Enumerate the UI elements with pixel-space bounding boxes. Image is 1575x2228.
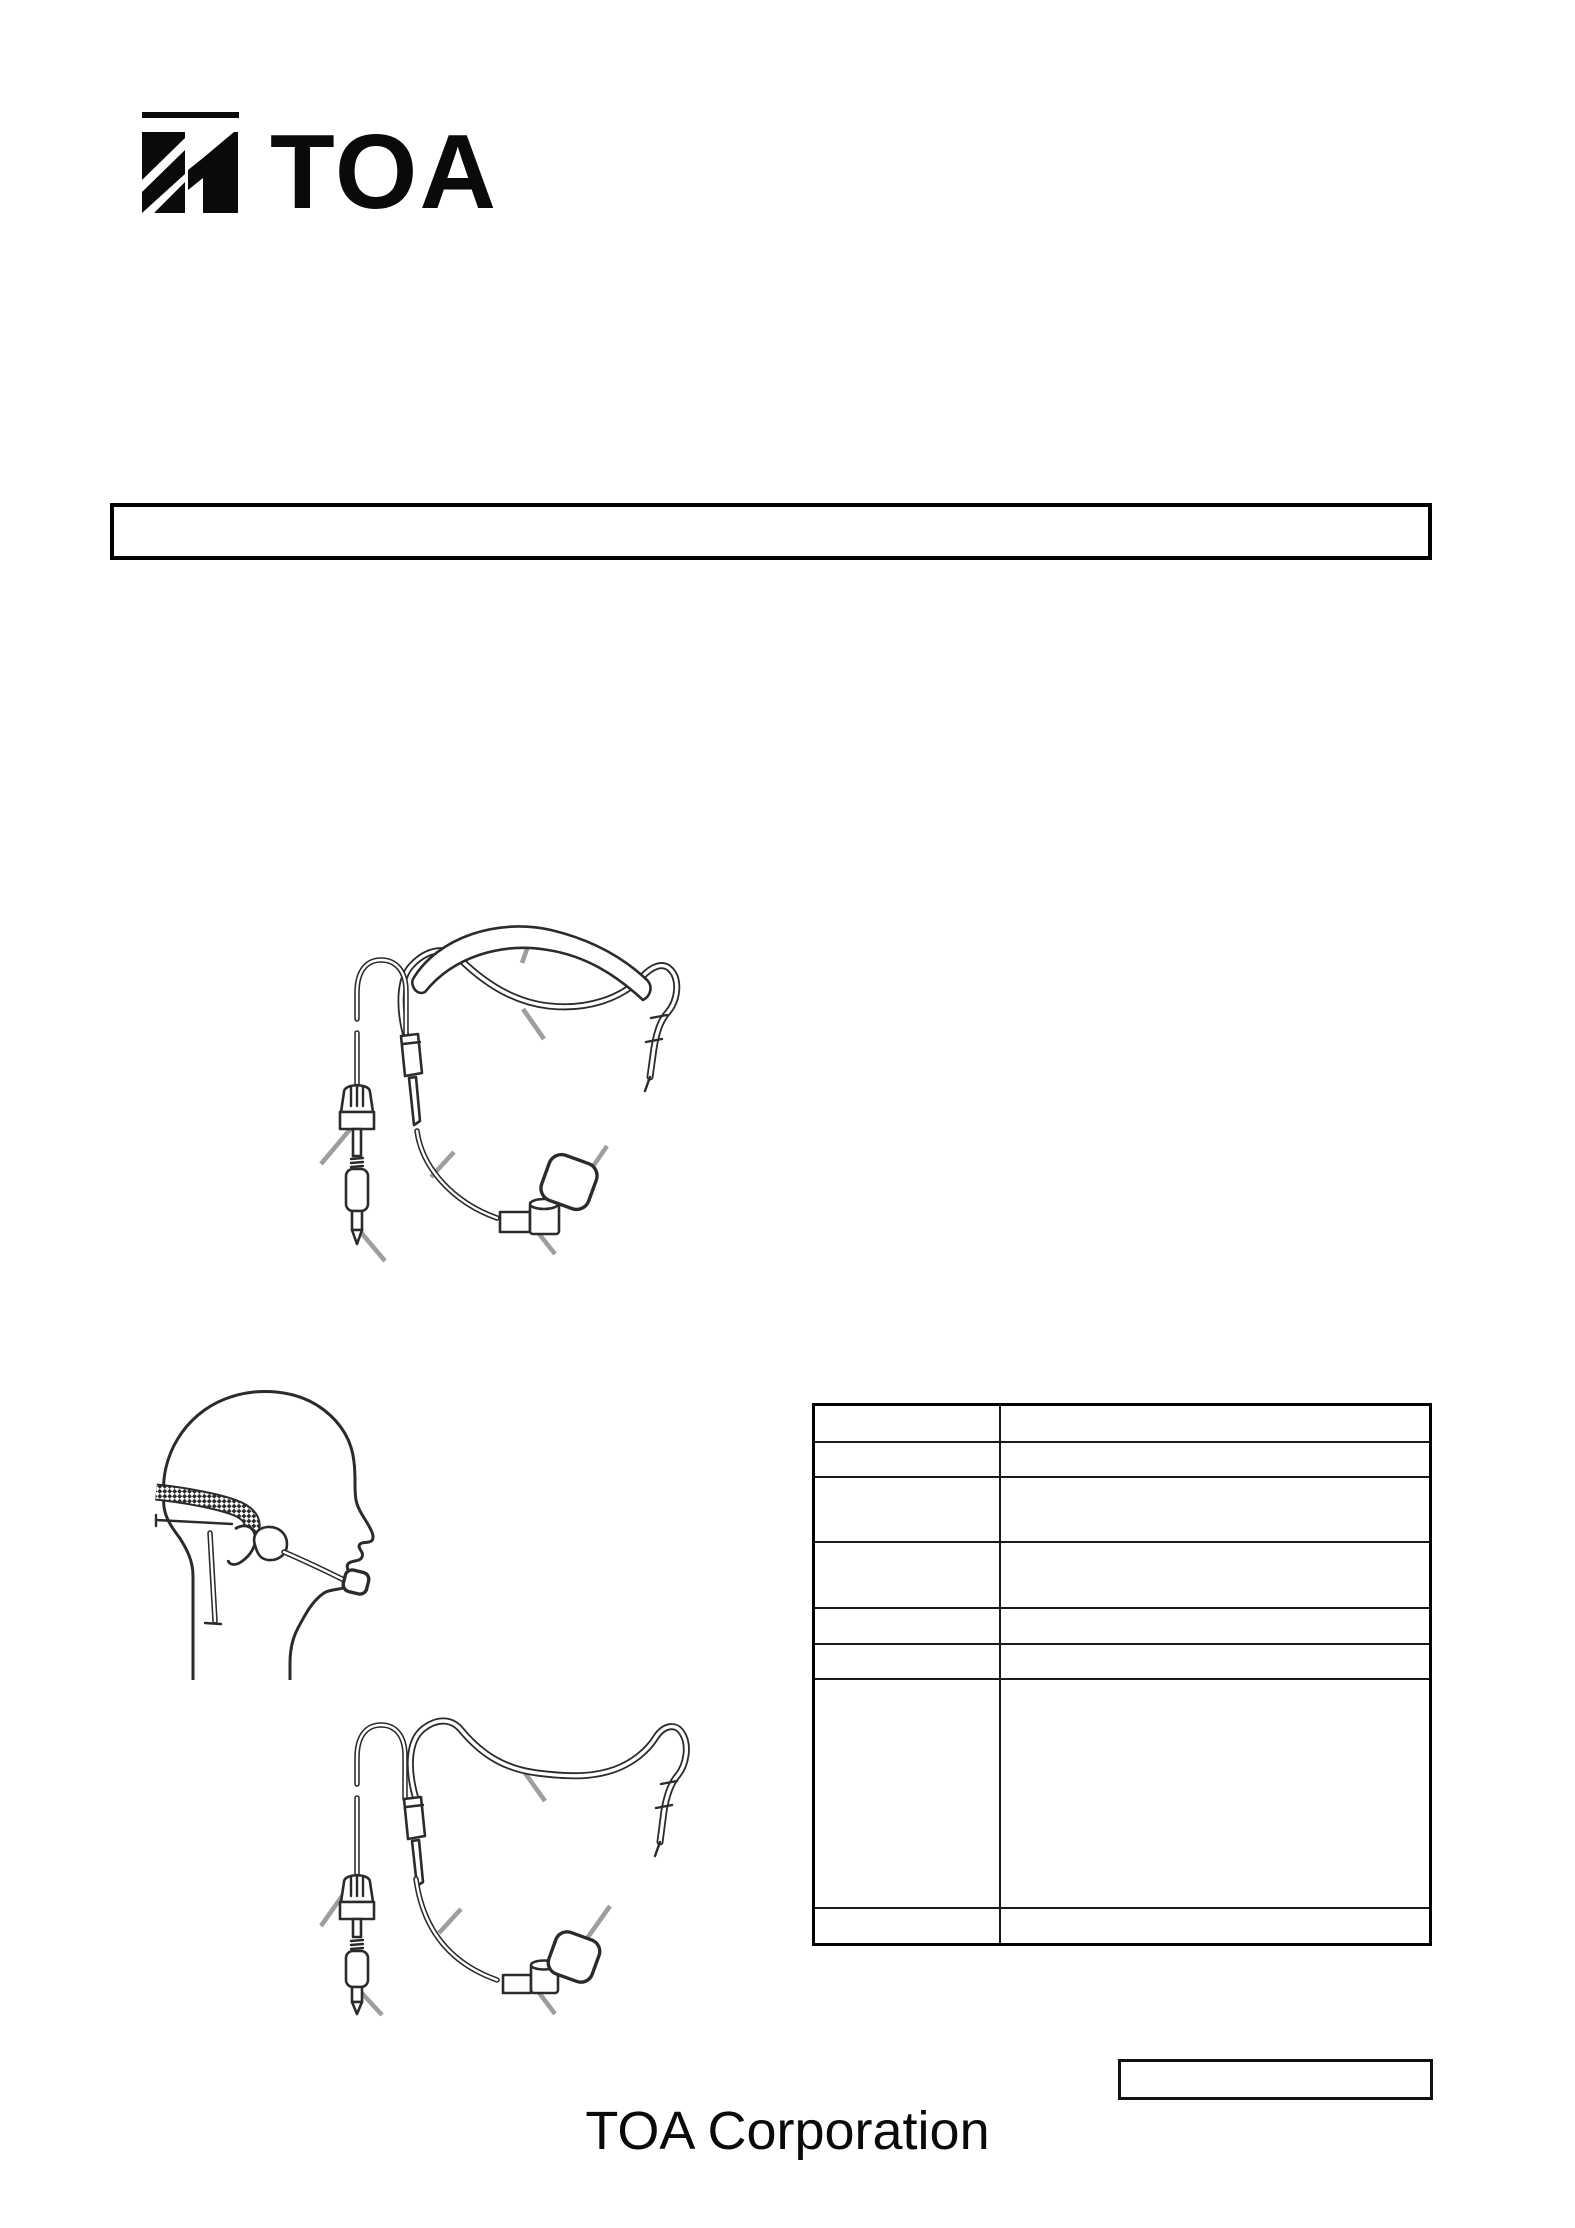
toa-emblem-icon (142, 112, 239, 215)
callout-line-neckband (525, 1773, 545, 1801)
hanging-cable (205, 1533, 221, 1624)
table-row (814, 1644, 1431, 1679)
table-row (814, 1542, 1431, 1608)
callout-line-mic-boom (439, 1909, 461, 1933)
mic-boom (284, 1552, 346, 1581)
table-row (814, 1405, 1431, 1442)
spec-label-cell (814, 1477, 1001, 1542)
table-row (814, 1477, 1431, 1542)
spec-label-cell (814, 1679, 1001, 1908)
toa-logo-wordmark (268, 116, 508, 226)
table-row (814, 1908, 1431, 1945)
spec-value-cell (1000, 1644, 1431, 1679)
wearing-illustration (140, 1380, 400, 1680)
company-name: TOA Corporation (585, 2101, 990, 2161)
spec-label-cell (814, 1608, 1001, 1644)
table-row (814, 1679, 1431, 1908)
cable-lock-connector (340, 1875, 374, 1919)
spec-label-cell (814, 1644, 1001, 1679)
mic-boom (416, 1879, 497, 1980)
reference-number-box (1118, 2059, 1433, 2100)
cable-lock-connector (340, 1085, 374, 1129)
spec-label-cell (814, 1405, 1001, 1442)
spec-value-cell (1000, 1608, 1431, 1644)
model-title-box (110, 503, 1432, 560)
spec-value-cell (1000, 1908, 1431, 1945)
neckband (410, 1721, 686, 1856)
mini-plug (346, 1919, 368, 2014)
spec-label-cell (814, 1908, 1001, 1945)
callout-line-plug (359, 1230, 385, 1261)
mini-plug (346, 1129, 368, 1244)
boom-holder (401, 1034, 422, 1125)
headset-cable (357, 1725, 405, 1878)
mic-capsule (254, 1527, 287, 1560)
headset-cable (357, 960, 406, 1087)
spec-value-cell (1000, 1442, 1431, 1477)
spec-label-cell (814, 1442, 1001, 1477)
headset-drawing-with-cushion (300, 915, 700, 1265)
spec-table (812, 1403, 1432, 1946)
logo-text: TOA (270, 116, 498, 226)
headset-drawing-without-cushion (235, 1680, 705, 2020)
spec-value-cell (1000, 1477, 1431, 1542)
ear (228, 1526, 255, 1565)
mic-boom (417, 1131, 497, 1218)
table-row (814, 1442, 1431, 1477)
table-row (814, 1608, 1431, 1644)
callout-line-neckband (523, 1009, 544, 1039)
spec-value-cell (1000, 1679, 1431, 1908)
callout-line-cable-lock (321, 1127, 352, 1164)
spec-label-cell (814, 1542, 1001, 1608)
headband-cushion (412, 926, 650, 1000)
windscreen (342, 1568, 371, 1595)
spec-value-cell (1000, 1405, 1431, 1442)
spec-value-cell (1000, 1542, 1431, 1608)
boom-holder (404, 1797, 425, 1886)
microphone-unit (500, 1199, 559, 1234)
